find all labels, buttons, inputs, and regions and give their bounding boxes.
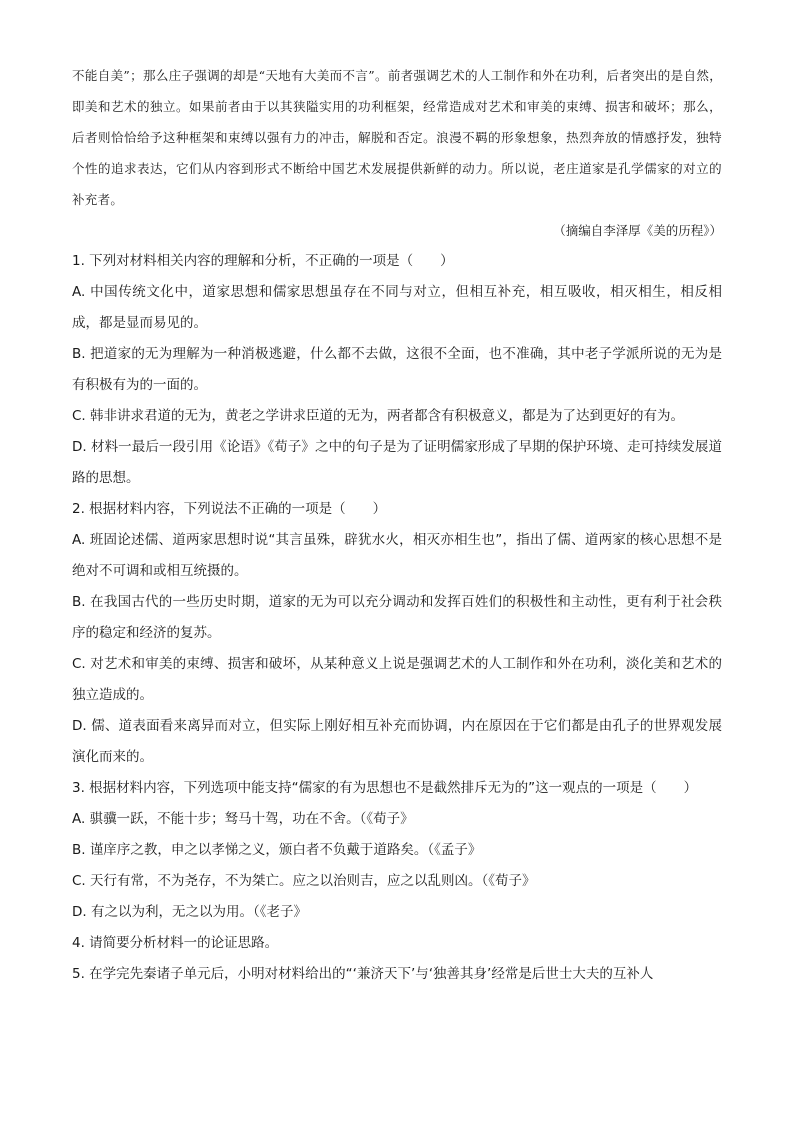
passage-source: （摘编自李泽厚《美的历程》） [553,223,722,238]
question-2-option-d: D. 儒、道表面看来离异而对立，但实际上刚好相互补充而协调，内在原因在于它们都是由孔子的世界观发展演化而来的。 [72,718,722,765]
question-1-option-c: C. 韩非讲求君道的无为，黄老之学讲求臣道的无为，两者都含有积极意义，都是为了达到更好的有为。 [72,408,685,424]
question-1-option-b: B. 把道家的无为理解为一种消极逃避，什么都不去做，这很不全面，也不准确，其中老子学派所说的无为是有积极有为的一面的。 [72,346,722,393]
question-3-option-d: D. 有之以为利，无之以为用。（《老子》 [72,904,307,920]
question-2-option-a: A. 班固论述儒、道两家思想时说“其言虽殊，辟犹水火，相灭亦相生也”，指出了儒、道两家的核心思想不是绝对不可调和或相互统摄的。 [72,532,722,579]
question-3-option-a: A. 骐骥一跃，不能十步；驽马十驾，功在不舍。（《荀子》 [72,811,414,827]
question-3-option-b: B. 谨庠序之教，申之以孝悌之义，颁白者不负戴于道路矣。（《孟子》 [72,842,482,858]
question-1-option-d: D. 材料一最后一段引用《论语》《荀子》之中的句子是为了证明儒家形成了早期的保护环境、走可持续发展道路的思想。 [72,439,722,486]
document-page [72,60,722,990]
question-2-option-c: C. 对艺术和审美的束缚、损害和破坏，从某种意义上说是强调艺术的人工制作和外在功利，淡化美和艺术的独立造成的。 [72,656,722,703]
passage-paragraph: 不能自美”；那么庄子强调的却是“天地有大美而不言”。前者强调艺术的人工制作和外在功利，后者突出的是自然，即美和艺术的独立。如果前者由于以其狭隘实用的功利框架，经常造成对艺术和审美的束缚、损害和破坏；那么，后者则恰恰给予这种框架和束缚以强有力的冲击，解脱和否定。浪漫不羁的形象想象，热烈奔放的情感抒发，独特个性的追求表达，它们从内容到形式不断给中国艺术发展提供新鲜的动力。所以说，老庄道家是孔学儒家的对立的补充者。 [72,68,722,207]
question-1-stem: 1. 下列对材料相关内容的理解和分析，不正确的一项是（ ） [72,253,454,269]
question-2-option-b: B. 在我国古代的一些历史时期，道家的无为可以充分调动和发挥百姓们的积极性和主动性，更有利于社会秩序的稳定和经济的复苏。 [72,594,722,641]
question-2-stem: 2. 根据材料内容，下列说法不正确的一项是（ ） [72,501,387,517]
question-3-stem: 3. 根据材料内容，下列选项中能支持“儒家的有为思想也不是截然排斥无为的”这一观点的一项是（ ） [72,780,698,796]
question-1-option-a: A. 中国传统文化中，道家思想和儒家思想虽存在不同与对立，但相互补充，相互吸收，相灭相生，相反相成，都是显而易见的。 [72,284,722,331]
reading-passage [72,60,722,215]
question-4-stem: 4. 请简要分析材料一的论证思路。 [72,935,279,951]
question-3-option-c: C. 天行有常，不为尧存，不为桀亡。应之以治则吉，应之以乱则凶。（《荀子》 [72,873,536,889]
question-5-stem: 5. 在学完先秦诸子单元后，小明对材料给出的“‘兼济天下’与‘独善其身’经常是后世士大夫的互补人 [72,966,654,982]
question-list [72,246,722,990]
